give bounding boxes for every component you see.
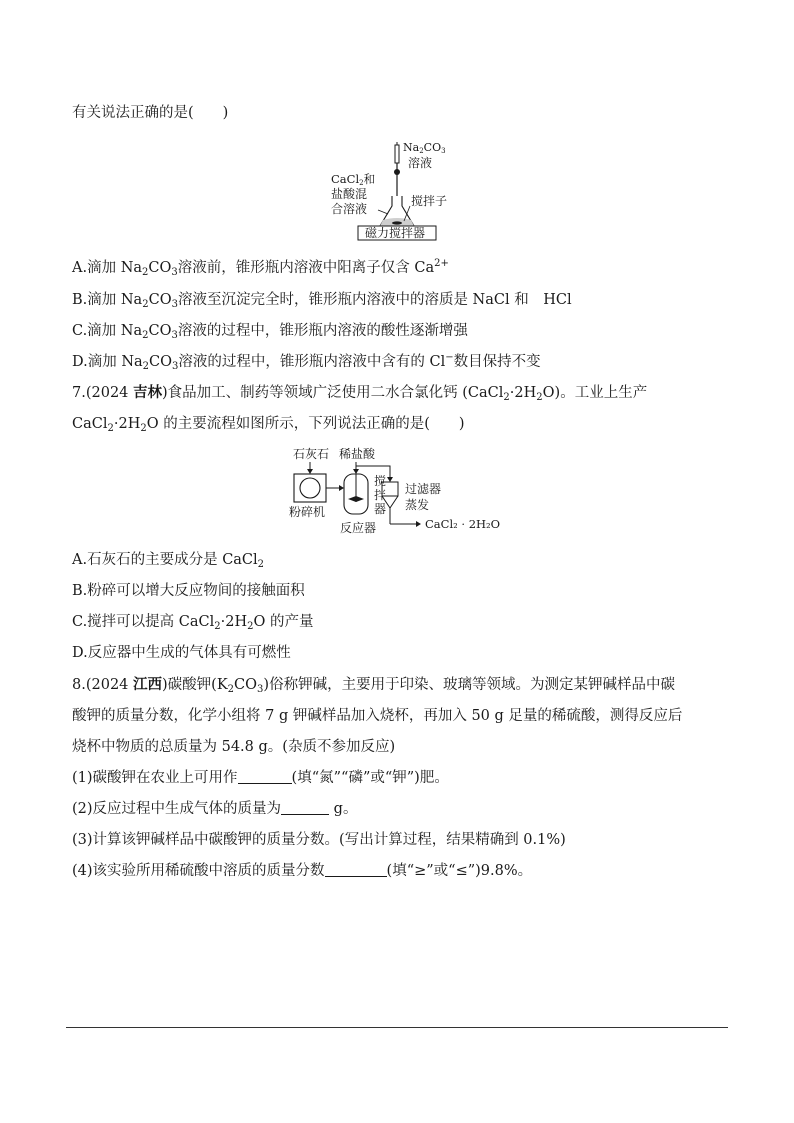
stirrer-char-3: 器 bbox=[374, 502, 387, 516]
crusher-label: 粉碎机 bbox=[289, 505, 326, 519]
q7-option-d: D.反应器中生成的气体具有可燃性 bbox=[72, 645, 291, 661]
answer-blank-4[interactable] bbox=[325, 862, 387, 877]
q8-stem-line2: 酸钾的质量分数，化学小组将 7 g 钾碱样品加入烧杯，再加入 50 g 足量的稀硫酸，测得反应后 bbox=[72, 708, 683, 724]
q8-part3: (3)计算该钾碱样品中碳酸钾的质量分数。(写出计算过程，结果精确到 0.1%) bbox=[72, 832, 566, 848]
footer-divider bbox=[66, 1027, 728, 1028]
left-label-line2: 盐酸混 bbox=[331, 187, 368, 201]
product-label: CaCl₂ · 2H₂O bbox=[425, 517, 501, 531]
q8-stem-line1: 8.(2024 江西)碳酸钾$(K_2CO_3)$俗称钾碱，主要用于印染、玻璃等领域。为测定某钾碱样品中碳 bbox=[72, 676, 676, 695]
magnetic-stirrer-label: 磁力搅拌器 bbox=[365, 226, 426, 240]
q8-part4: (4)该实验所用稀硫酸中溶质的质量分数 (填“≥”或“≤”)9.8%。 bbox=[72, 863, 533, 879]
stirrer-char-2: 拌 bbox=[374, 488, 387, 502]
q6-option-b: B.滴加 $Na_2CO_3$溶液至沉淀完全时，锥形瓶内溶液中的溶质是 NaCl 和 HCl bbox=[72, 292, 572, 310]
q7-option-c: C.搅拌可以提高 $CaCl_2\cdot 2H_2O$ 的产量 bbox=[72, 614, 314, 632]
left-label-line3: 合溶液 bbox=[331, 202, 368, 216]
dilute-hcl-label: 稀盐酸 bbox=[339, 447, 376, 461]
q6-option-a: A.滴加 $Na_2CO_3$溶液前，锥形瓶内溶液中阳离子仅含 $Ca^{2+}$ bbox=[72, 258, 449, 278]
q7-stem-line1: 7.(2024 吉林)食品加工、制药等领域广泛使用二水合氯化钙 $(CaCl_2\cdot 2H_2O)$。工业上生产 bbox=[72, 384, 648, 403]
dropper-solution-label: 溶液 bbox=[408, 156, 433, 170]
q7-option-b: B.粉碎可以增大反应物间的接触面积 bbox=[72, 583, 305, 599]
stirrer-bar-label: 搅拌子 bbox=[411, 194, 448, 208]
q7-stem-line2: $CaCl_2\cdot 2H_2O$ 的主要流程如图所示，下列说法正确的是( ) bbox=[72, 416, 465, 434]
q8-part2: (2)反应过程中生成气体的质量为 g。 bbox=[72, 801, 358, 817]
titration-apparatus-figure bbox=[328, 138, 458, 244]
q6-option-d: D.滴加 $Na_2CO_3$溶液的过程中，锥形瓶内溶液中含有的 Cl−数目保持不变 bbox=[72, 352, 541, 372]
evaporate-label: 蒸发 bbox=[405, 498, 430, 512]
limestone-label: 石灰石 bbox=[293, 447, 330, 461]
q6-stem: 有关说法正确的是( ) bbox=[72, 105, 229, 121]
q8-stem-line3: 烧杯中物质的总质量为 54.8 g。(杂质不参加反应) bbox=[72, 739, 396, 755]
left-label-line1: CaCl2和 bbox=[331, 172, 376, 187]
dropper-label: Na2CO3 bbox=[403, 141, 446, 155]
q6-option-c: C.滴加 $Na_2CO_3$溶液的过程中，锥形瓶内溶液的酸性逐渐增强 bbox=[72, 323, 468, 341]
answer-blank-2[interactable] bbox=[281, 800, 329, 815]
reactor-label: 反应器 bbox=[340, 521, 377, 535]
q7-option-a: A.石灰石的主要成分是 CaCl$_2$ bbox=[72, 552, 265, 570]
filter-label: 过滤器 bbox=[405, 482, 442, 496]
q8-part1: (1)碳酸钾在农业上可用作 (填“氮”“磷”或“钾”)肥。 bbox=[72, 770, 449, 786]
answer-blank-1[interactable] bbox=[238, 769, 292, 784]
process-flow-figure bbox=[285, 444, 515, 540]
stirrer-char-1: 搅 bbox=[374, 474, 387, 488]
